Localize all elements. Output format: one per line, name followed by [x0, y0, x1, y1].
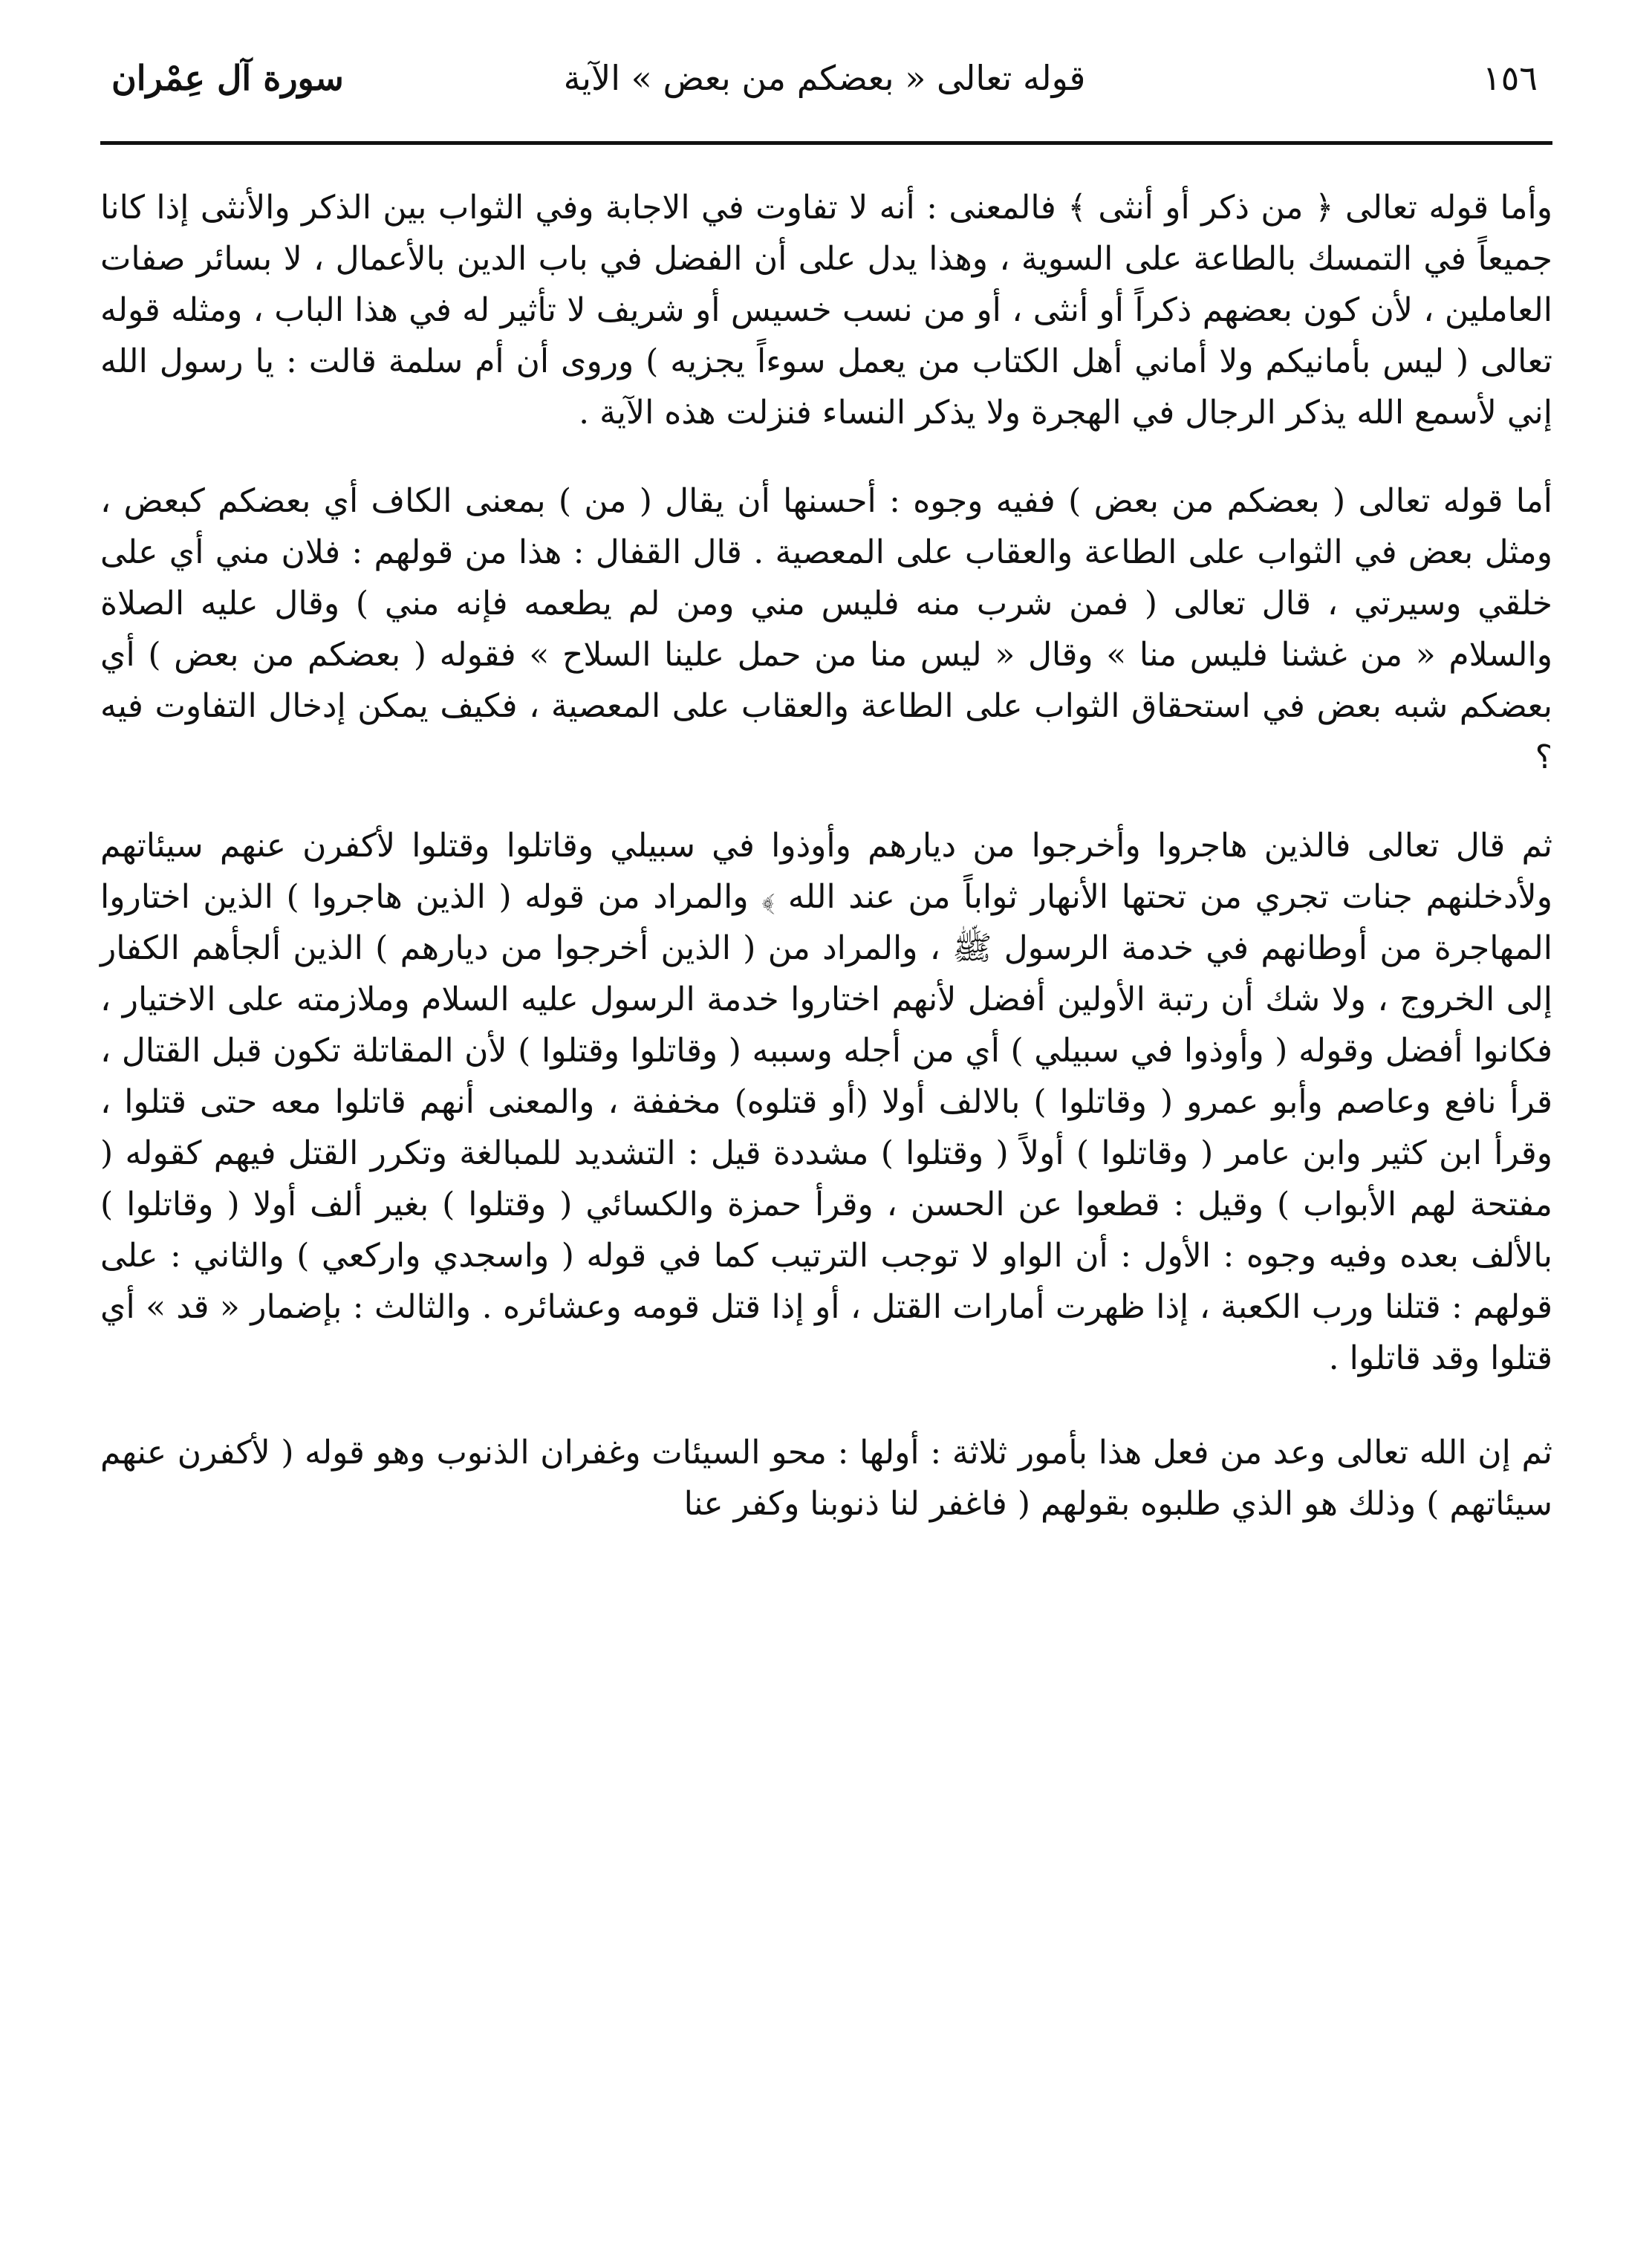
surah-name: سورة آل عِمْران [111, 58, 344, 98]
paragraph: ثم إن الله تعالى وعد من فعل هذا بأمور ثلاثة : أولها : محو السيئات وغفران الذنوب وهو قوله ( لأكفرن عنهم سيئاتهم ) وذلك هو الذي طلبوه بقولهم ( فاغفر لنا ذنوبنا وكفر عنا [100, 1434, 1552, 1523]
paragraph: وأما قوله تعالى ﴿ من ذكر أو أنثى ﴾ فالمعنى : أنه لا تفاوت في الاجابة وفي الثواب بين الذكر والأنثى إذا كانا جميعاً في التمسك بالطاعة على السوية ، وهذا يدل على أن الفضل في باب الدين بالأعمال ، لا بسائر صفات العاملين ، لأن كون بعضهم ذكراً أو أنثى ، أو من نسب خسيس أو شريف لا تأثير له في هذا الباب ، ومثله قوله تعالى ( ليس بأمانيكم ولا أماني أهل الكتاب من يعمل سوءاً يجزيه ) وروى أن أم سلمة قالت : يا رسول الله إني لأسمع الله يذكر الرجال في الهجرة ولا يذكر النساء فنزلت هذه الآية . [100, 189, 1552, 432]
paragraph: أما قوله تعالى ( بعضكم من بعض ) ففيه وجوه : أحسنها أن يقال ( من ) بمعنى الكاف أي بعضكم كبعض ، ومثل بعض في الثواب على الطاعة والعقاب على المعصية . قال القفال : هذا من قولهم : فلان مني أي على خلقي وسيرتي ، قال تعالى ( فمن شرب منه فليس مني ومن لم يطعمه فإنه مني ) وقال عليه الصلاة والسلام « من غشنا فليس منا » وقال « ليس منا من حمل علينا السلاح » فقوله ( بعضكم من بعض ) أي بعضكم شبه بعض في استحقاق الثواب على الطاعة والعقاب على المعصية ، فكيف يمكن إدخال التفاوت فيه ؟ [100, 482, 1552, 776]
page-header [111, 58, 1538, 125]
paragraph: ثم قال تعالى فالذين هاجروا وأخرجوا من ديارهم وأوذوا في سبيلي وقاتلوا وقتلوا لأكفرن عنهم سيئاتهم ولأدخلنهم جنات تجري من تحتها الأنهار ثواباً من عند الله ﴾ والمراد من قوله ( الذين هاجروا ) الذين اختاروا المهاجرة من أوطانهم في خدمة الرسول ﷺ ، والمراد من ( الذين أخرجوا من ديارهم ) الذين ألجأهم الكفار إلى الخروج ، ولا شك أن رتبة الأولين أفضل لأنهم اختاروا خدمة الرسول عليه السلام وملازمته على الاختيار ، فكانوا أفضل وقوله ( وأوذوا في سبيلي ) أي من أجله وسببه ( وقاتلوا وقتلوا ) لأن المقاتلة تكون قبل القتال ، قرأ نافع وعاصم وأبو عمرو ( وقاتلوا ) بالالف أولا (أو قتلوه) مخففة ، والمعنى أنهم قاتلوا معه حتى قتلوا ، وقرأ ابن كثير وابن عامر ( وقاتلوا ) أولاً ( وقتلوا ) مشددة قيل : التشديد للمبالغة وتكرر القتل فيهم كقوله ( مفتحة لهم الأبواب ) وقيل : قطعوا عن الحسن ، وقرأ حمزة والكسائي ( وقتلوا ) بغير ألف أولا ( وقاتلوا ) بالألف بعده وفيه وجوه : الأول : أن الواو لا توجب الترتيب كما في قوله ( واسجدي واركعي ) والثاني : على قولهم : قتلنا ورب الكعبة ، إذا ظهرت أمارات القتل ، أو إذا قتل قومه وعشائره . والثالث : بإضمار « قد » أي قتلوا وقد قاتلوا . [100, 827, 1552, 1377]
running-title: قوله تعالى « بعضكم من بعض » الآية [563, 58, 1086, 98]
body-text [100, 182, 1552, 1530]
header-divider [100, 141, 1552, 145]
page-number: ١٥٦ [1482, 58, 1538, 98]
